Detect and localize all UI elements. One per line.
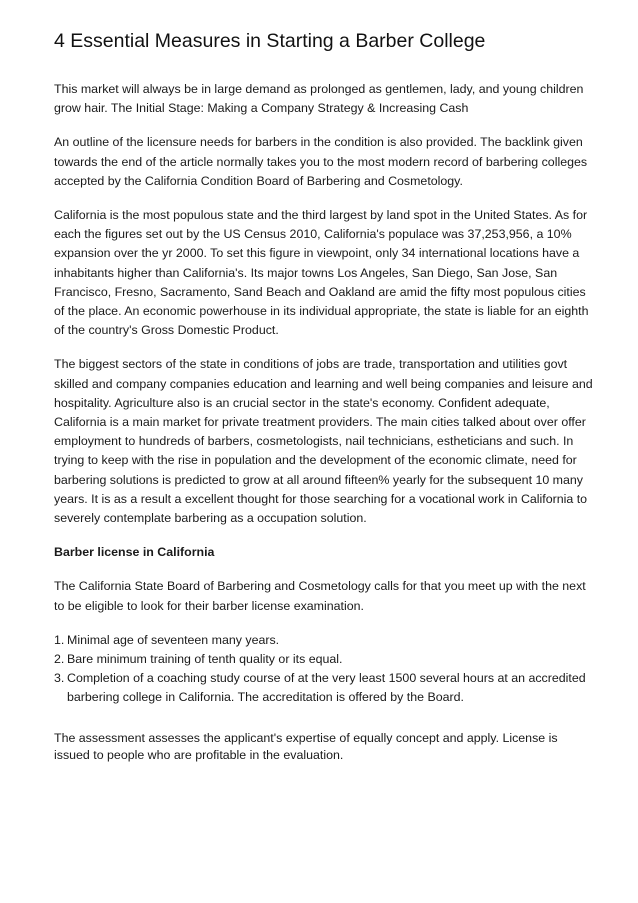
list-item-number: 2. xyxy=(54,652,65,667)
paragraph-licensure-outline: An outline of the licensure needs for barbers in the condition is also provided. The backlink given towards the end of the article normally takes you to the most modern record of barbering colleges accepted by the California Condition Board of Barbering and Cosmetology. xyxy=(54,135,588,188)
paragraph-closing: The assessment assesses the applicant's expertise of equally concept and apply. License is issued to people who are profitable in the evaluation. xyxy=(54,730,558,762)
paragraph-intro: This market will always be in large demand as prolonged as gentlemen, lady, and young children grow hair. The Initial Stage: Making a Company Strategy & Increasing Cash xyxy=(54,82,584,116)
section-intro: The California State Board of Barbering and Cosmetology calls for that you meet up with the next to be eligible to look for their barber license examination. xyxy=(54,579,586,613)
section-heading: Barber license in California xyxy=(54,545,215,560)
paragraph-job-sectors: The biggest sectors of the state in conditions of jobs are trade, transportation and utilities govt skilled and company companies education and learning and well being companies and leisure and hospitality. Agriculture also is an crucial sector in the state's economy. Confident adequate, California is a main market for private treatment providers. The main cities talked about over offer employment to hundreds of barbers, cosmetologists, nail technicians, estheticians and such. In trying to keep with the rise in population and the development of the economic climate, need for barbering solutions is predicted to grow at all around fifteen% yearly for the subsequent 10 many years. It is as a result a excellent thought for those searching for a vocational work in California to severely contemplate barbering as a occupation solution. xyxy=(54,357,593,526)
list-item xyxy=(54,669,594,707)
paragraph-california-population: California is the most populous state and the third largest by land spot in the United States. As for each the figures set out by the US Census 2010, California's populace was 37,253,956, a 10% expansion over the yr 2000. To set this figure in viewpoint, only 34 international locations have a inhabitants higher than California's. Its major towns Los Angeles, San Diego, San Jose, San Francisco, Fresno, Sacramento, Sand Beach and Oakland are amid the fifty most populous cities of the place. An economic powerhouse in its individual appropriate, the state is liable for an eighth of the country's Gross Domestic Product. xyxy=(54,208,589,338)
list-item-text: Completion of a coaching study course of at the very least 1500 several hours at an accredited barbering college in California. The accreditation is offered by the Board. xyxy=(67,671,586,705)
list-item xyxy=(54,631,594,650)
document-page xyxy=(54,28,594,779)
requirements-list xyxy=(54,631,594,708)
list-item xyxy=(54,650,594,669)
list-item-number: 3. xyxy=(54,671,65,686)
list-item-text: Minimal age of seventeen many years. xyxy=(67,632,280,647)
list-item-text: Bare minimum training of tenth quality or its equal. xyxy=(67,652,343,667)
document-title: 4 Essential Measures in Starting a Barber College xyxy=(54,30,486,52)
list-item-number: 1. xyxy=(54,632,65,647)
